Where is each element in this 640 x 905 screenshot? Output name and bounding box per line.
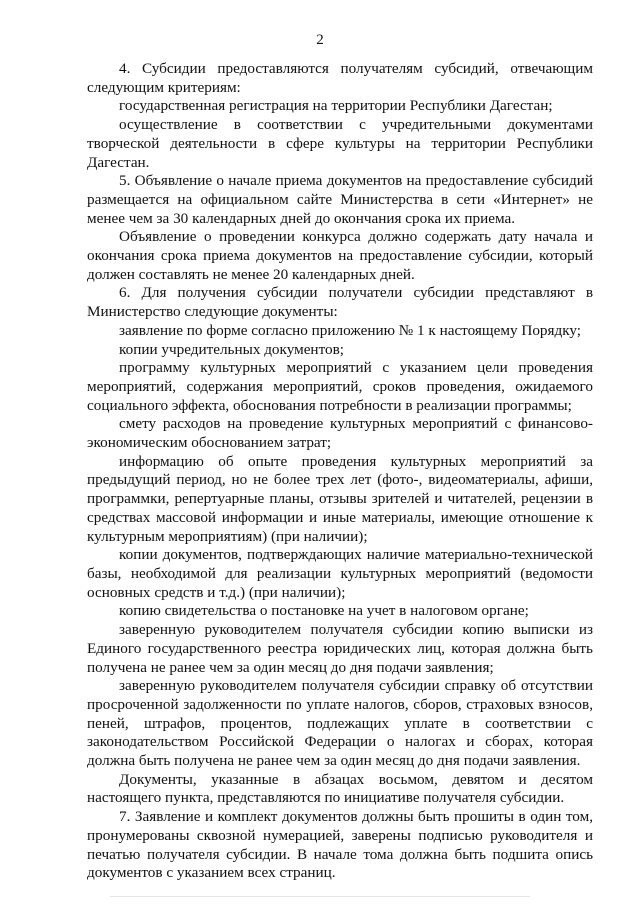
scan-edge-divider [110,896,530,897]
paragraph-6-documents: 6. Для получения субсидии получатели субсидии представляют в Министерство следующие документы: [87,284,593,321]
document-item-experience: информацию об опыте проведения культурных мероприятий за предыдущий период, но не более трех лет (фото-, видеоматериалы, афиши, программки, репертуарные планы, отзывы зрителей и читателей, рецензии в средствах массовой информации и иные материалы, имеющие отношение к культурным мероприятиям) (при наличии); [87,452,593,545]
paragraph-4-criteria: 4. Субсидии предоставляются получателям субсидий, отвечающим следующим критериям: [87,60,593,96]
document-item-registry-extract: заверенную руководителем получателя субсидии копию выписки из Единого государственного реестра юридических лиц, которая должна быть получена не ранее чем за один месяц до дня подачи заявления; [87,621,593,676]
criterion-registration: государственная регистрация на территории Республики Дагестан; [119,97,553,115]
page-number: 2 [316,32,324,48]
document-item-tax-certificate: копию свидетельства о постановке на учет в налоговом органе; [119,602,529,620]
paragraph-5-announcement: 5. Объявление о начале приема документов на предоставление субсидий размещается на официальном сайте Министерства в сети «Интернет» не менее чем за 30 календарных дней до окончания срока их приема. [87,172,593,227]
document-item-budget: смету расходов на проведение культурных мероприятий с финансово-экономическим обоснованием затрат; [87,415,593,452]
document-item-material-base: копии документов, подтверждающих наличие материально-технической базы, необходимой для реализации культурных мероприятий (ведомости основных средств и т.д.) (при наличии); [87,546,593,601]
paragraph-5-contest-notice: Объявление о проведении конкурса должно содержать дату начала и окончания срока приема документов на предоставление субсидии, который должен составлять не менее 20 календарных дней. [87,228,593,283]
document-item-program: программу культурных мероприятий с указанием цели проведения мероприятий, содержания мероприятий, сроков проведения, ожидаемого социального эффекта, обоснования потребности в реализации программы; [87,359,593,414]
document-item-no-debt-certificate: заверенную руководителем получателя субсидии справку об отсутствии просроченной задолженности по уплате налогов, сборов, страховых взносов, пеней, штрафов, процентов, подлежащих уплате в соответствии с законодательством Российской Федерации о налогах и сборах, которая должна быть получена не ранее чем за один месяц до дня подачи заявления. [87,677,593,770]
document-item-application: заявление по форме согласно приложению № 1 к настоящему Порядку; [119,321,581,339]
document-item-charter-copies: копии учредительных документов; [119,340,344,358]
document-body [87,60,593,883]
criterion-creative-activity: осуществление в соответствии с учредительными документами творческой деятельности в сфере культуры на территории Республики Дагестан. [87,116,593,171]
paragraph-7-binding: 7. Заявление и комплект документов должны быть прошиты в один том, пронумерованы сквозной нумерацией, заверены подписью руководителя и печатью получателя субсидии. В начале тома должна быть подшита опись документов с указанием всех страниц. [87,808,593,882]
paragraph-6-initiative-note: Документы, указанные в абзацах восьмом, девятом и десятом настоящего пункта, представляются по инициативе получателя субсидии. [87,770,593,807]
